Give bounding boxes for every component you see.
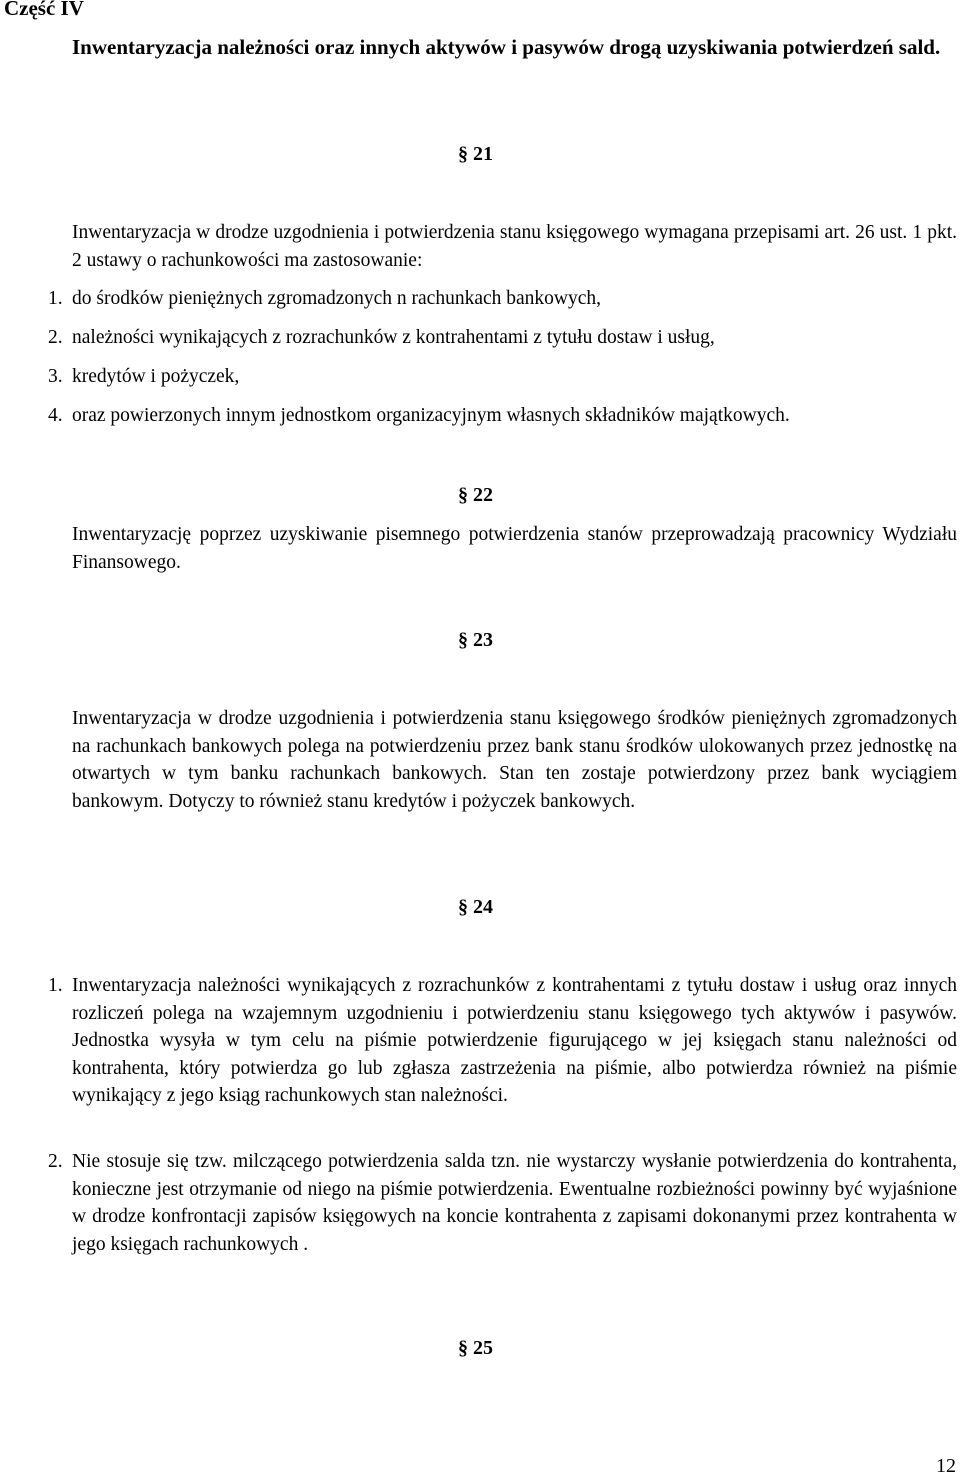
list-item-number: 2. [48,1151,63,1172]
chapter-heading: Inwentaryzacja należności oraz innych aktywów i pasywów drogą uzyskiwania potwierdzeń sald. [72,35,941,59]
list-item [48,1148,957,1258]
section-21-intro: Inwentaryzacja w drodze uzgodnienia i potwierdzenia stanu księgowego wymagana przepisami art. 26 ust. 1 pkt. 2 ustawy o rachunkowości ma zastosowanie: [72,222,957,271]
section-25-symbol: § 25 [458,1337,493,1359]
list-item-number: 4. [48,405,63,426]
list-item [48,324,715,351]
list-item-text: oraz powierzonych innym jednostkom organizacyjnym własnych składników majątkowych. [72,405,790,426]
list-item-number: 1. [48,975,63,996]
page-number: 12 [936,1455,956,1477]
list-item-text: należności wynikających z rozrachunków z kontrahentami z tytułu dostaw i usług, [72,327,715,348]
section-21-symbol: § 21 [458,143,493,165]
section-24-symbol: § 24 [458,896,493,918]
list-item-number: 3. [48,366,63,387]
section-22-text: Inwentaryzację poprzez uzyskiwanie pisemnego potwierdzenia stanów przeprowadzają pracownicy Wydziału Finansowego. [72,524,957,573]
list-item [48,285,601,312]
list-item [48,363,239,390]
list-item-number: 1. [48,288,63,309]
list-item-number: 2. [48,327,63,348]
list-item-text: Nie stosuje się tzw. milczącego potwierdzenia salda tzn. nie wystarczy wysłanie potwierdzenia do kontrahenta, konieczne jest otrzymanie od niego na piśmie potwierdzenia. Ewentualne rozbieżności powinny być wyjaśnione w drodze konfrontacji zapisów księgowych na koncie kontrahenta z zapisami dokonanymi przez kontrahenta w jego księgach rachunkowych . [72,1151,957,1255]
section-22-symbol: § 22 [458,484,493,506]
list-item [48,402,790,429]
list-item-text: kredytów i pożyczek, [72,366,240,387]
list-item-text: do środków pieniężnych zgromadzonych n rachunkach bankowych, [72,288,602,309]
list-item [48,972,957,1110]
part-title: Część IV [4,0,84,20]
section-23-text: Inwentaryzacja w drodze uzgodnienia i potwierdzenia stanu księgowego środków pieniężnych zgromadzonych na rachunkach bankowych polega na potwierdzeniu przez bank stanu środków ulokowanych przez jednostkę na otwartych w tym banku rachunkach bankowych. Stan ten zostaje potwierdzony przez bank wyciągiem bankowym. Dotyczy to również stanu kredytów i pożyczek bankowych. [72,708,957,812]
section-23-symbol: § 23 [458,629,493,651]
list-item-text: Inwentaryzacja należności wynikających z rozrachunków z kontrahentami z tytułu dostaw i usług oraz innych rozliczeń polega na wzajemnym uzgodnieniu i potwierdzeniu stanu księgowego tych aktywów i pasywów. Jednostka wysyła w tym celu na piśmie potwierdzenie figurującego w jej księgach stanu należności od kontrahenta, który potwierdza go lub zgłasza zastrzeżenia na piśmie, albo potwierdza również na piśmie wynikający z jego ksiąg rachunkowych stan należności. [72,975,957,1106]
